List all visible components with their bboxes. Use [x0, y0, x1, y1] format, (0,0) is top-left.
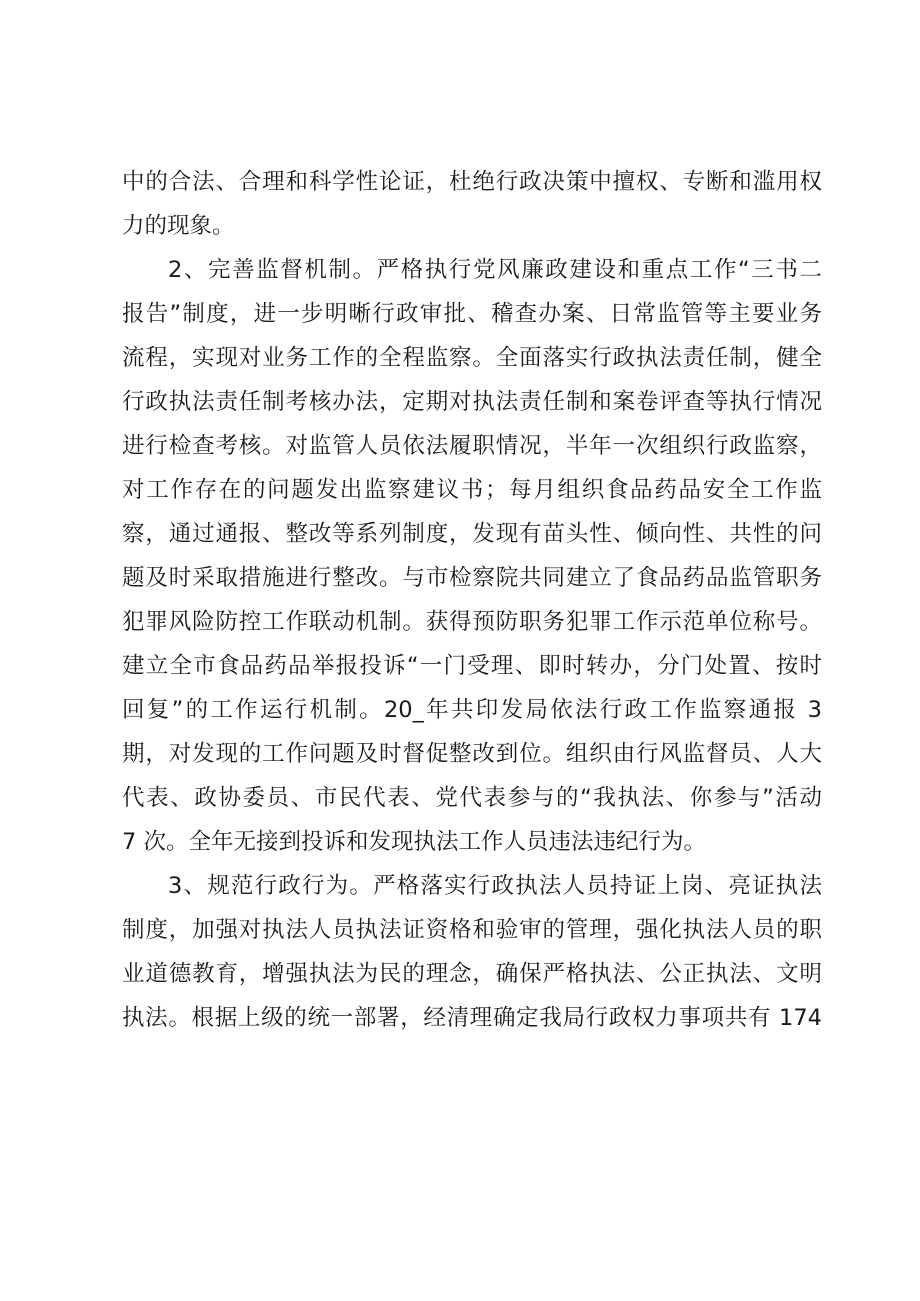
text-line: 流程，实现对业务工作的全程监察。全面落实行政执法责任制，健全: [122, 345, 822, 371]
text-line: 执法。根据上级的统一部署，经清理确定我局行政权力事项共有 174: [122, 1005, 822, 1031]
paragraph-start-line: 3、规范行政行为。严格落实行政执法人员持证上岗、亮证执法: [168, 873, 822, 899]
text-line: 7 次。全年无接到投诉和发现执法工作人员违法违纪行为。: [122, 829, 706, 855]
text-line: 对工作存在的问题发出监察建议书；每月组织食品药品安全工作监: [122, 477, 822, 503]
text-line: 力的现象。: [122, 213, 235, 239]
text-line: 制度，加强对执法人员执法证资格和验审的管理，强化执法人员的职: [122, 917, 822, 943]
text-line: 业道德教育，增强执法为民的理念，确保严格执法、公正执法、文明: [122, 961, 822, 987]
text-line: 题及时采取措施进行整改。与市检察院共同建立了食品药品监管职务: [122, 565, 822, 591]
text-line: 报告”制度，进一步明晰行政审批、稽查办案、日常监管等主要业务: [122, 301, 822, 327]
text-line: 建立全市食品药品举报投诉“一门受理、即时转办，分门处置、按时: [122, 653, 822, 679]
text-line: 回复”的工作运行机制。20_年共印发局依法行政工作监察通报 3: [122, 697, 822, 723]
paragraph-start-line: 2、完善监督机制。严格执行党风廉政建设和重点工作“三书二: [168, 257, 822, 283]
text-line: 进行检查考核。对监管人员依法履职情况，半年一次组织行政监察，: [122, 433, 822, 459]
text-line: 行政执法责任制考核办法，定期对执法责任制和案卷评查等执行情况: [122, 389, 822, 415]
text-line: 代表、政协委员、市民代表、党代表参与的“我执法、你参与”活动: [122, 785, 822, 811]
text-line: 察，通过通报、整改等系列制度，发现有苗头性、倾向性、共性的问: [122, 521, 822, 547]
body-text: [122, 160, 822, 1040]
text-line: 期，对发现的工作问题及时督促整改到位。组织由行风监督员、人大: [122, 741, 822, 767]
text-line: 中的合法、合理和科学性论证，杜绝行政决策中擅权、专断和滥用权: [122, 169, 822, 195]
text-line: 犯罪风险防控工作联动机制。获得预防职务犯罪工作示范单位称号。: [122, 609, 822, 635]
